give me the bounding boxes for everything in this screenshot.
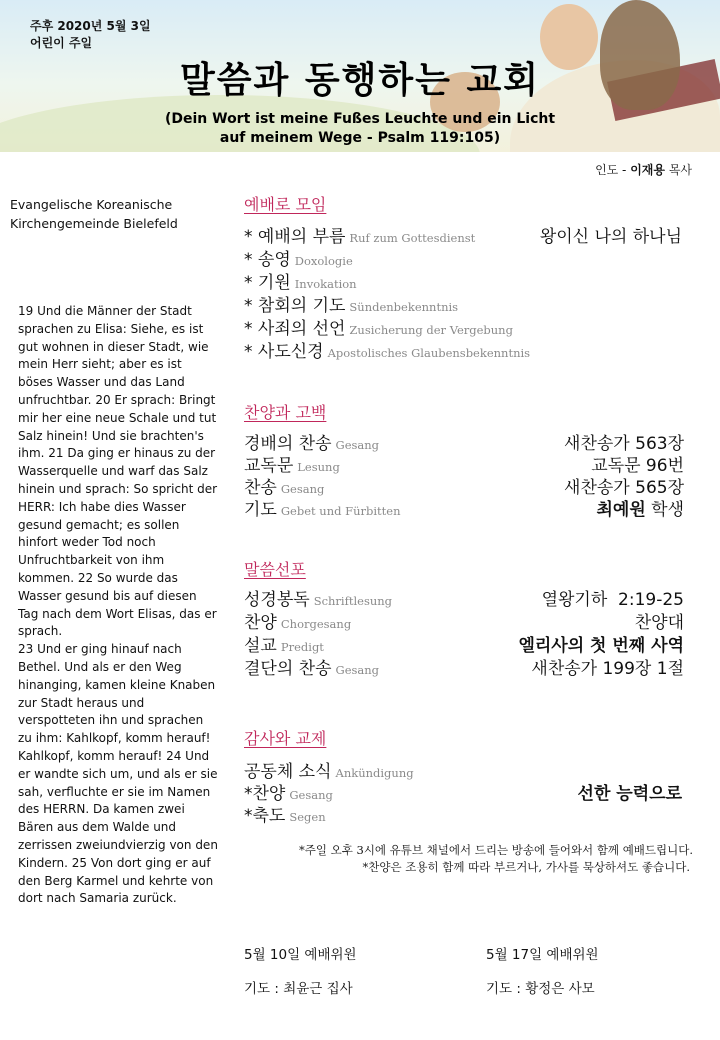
order-item bbox=[244, 291, 684, 315]
order-item bbox=[244, 757, 684, 781]
order-item bbox=[244, 585, 684, 609]
item-german: Gesang bbox=[335, 663, 380, 677]
note-line: *주일 오후 3시에 유튜브 채널에서 드리는 방송에 들어와서 함께 예배드립니다. bbox=[299, 843, 693, 857]
item-german: Schriftlesung bbox=[313, 594, 393, 608]
order-item bbox=[244, 473, 684, 497]
order-item bbox=[244, 801, 684, 825]
section-heading-praise: 찬양과 고백 bbox=[244, 403, 327, 422]
order-item bbox=[244, 245, 684, 269]
item-german: Sündenbekenntnis bbox=[349, 300, 459, 314]
item-korean: *축도 bbox=[244, 806, 286, 826]
item-korean: 공동체 소식 bbox=[244, 762, 332, 782]
week-after-prayer: 기도 : 황정은 사모 bbox=[486, 981, 595, 997]
service-date: 주후 2020년 5월 3일 bbox=[30, 19, 151, 33]
item-korean: 성경봉독 bbox=[244, 590, 310, 610]
order-item bbox=[244, 495, 684, 519]
section-heading-sermon: 말씀선포 bbox=[244, 560, 306, 579]
item-german: Predigt bbox=[280, 640, 324, 654]
order-item bbox=[244, 631, 684, 655]
item-german: Apostolisches Glaubensbekenntnis bbox=[327, 346, 531, 360]
week-after-title: 5월 17일 예배위원 bbox=[486, 947, 599, 963]
next-week-title: 5월 10일 예배위원 bbox=[244, 947, 357, 963]
prayer-leader-name: 최예원 bbox=[596, 500, 646, 520]
order-item bbox=[244, 779, 684, 803]
item-german: Invokation bbox=[294, 277, 357, 291]
item-korean: 교독문 bbox=[244, 456, 294, 476]
leader-name: 이재용 bbox=[630, 163, 665, 177]
leader-title: 목사 bbox=[665, 163, 692, 177]
item-korean: 찬양 bbox=[244, 613, 277, 633]
item-value: 교독문 96번 bbox=[591, 456, 684, 476]
sermon-title: 엘리사의 첫 번째 사역 bbox=[518, 636, 684, 656]
item-korean: 결단의 찬송 bbox=[244, 659, 332, 679]
service-notes bbox=[299, 842, 693, 876]
closing-song-title: 선한 능력으로 bbox=[577, 784, 682, 804]
item-value: 열왕기하 2:19-25 bbox=[541, 590, 684, 610]
item-value: 새찬송가 563장 bbox=[564, 434, 684, 454]
item-korean: 기도 bbox=[244, 500, 277, 520]
item-value: 왕이신 나의 하나님 bbox=[539, 227, 682, 247]
item-german: Gesang bbox=[289, 788, 333, 802]
order-item bbox=[244, 222, 684, 246]
item-german: Ruf zum Gottesdienst bbox=[349, 231, 476, 245]
item-korean: 경배의 찬송 bbox=[244, 434, 332, 454]
next-week-prayer: 기도 : 최윤근 집사 bbox=[244, 981, 353, 997]
item-value: 찬양대 bbox=[634, 613, 684, 633]
order-item bbox=[244, 451, 684, 475]
order-item bbox=[244, 337, 684, 361]
item-value bbox=[596, 495, 684, 520]
order-item bbox=[244, 314, 684, 338]
scripture-text: 19 Und die Männer der Stadt sprachen zu Elisa: Siehe, es ist gut wohnen in dieser Stadt, wie mein Herr sieht; aber es ist böses Wasser und das Land unfruchtbar. 20 Er sprach: Bringt mir her eine neue Schale und tut Salz hinein! Und sie brachten's ihm. 21 Da ging er hinaus zu der Wasserquelle und warf das Salz hinein und sprach: So spricht der HERR: Ich habe dies Wasser gesund gemacht; es sollen hinfort weder Tod noch Unfruchtbarkeit von ihm kommen. 22 So wurde das Wasser gesund bis auf diesen Tag nach dem Wort Elisas, das er sprach. 23 Und er ging hinauf nach Bethel. Und als er den Weg hinanging, kamen kleine Knaben zur Stadt heraus und verspotteten ihn und sprachen zu ihm: Kahlkopf, komm herauf! Kahlkopf, komm herauf! 24 Und er wandte sich um, und als er sie sah, verfluchte er sie im Namen des HERRN. Da kamen zwei Bären aus dem Walde und zerrissen zweiundvierzig von den Kindern. 25 Von dort ging er auf den Berg Karmel und kehrte von dort nach Samaria zurück. bbox=[18, 304, 218, 906]
item-korean: * 사도신경 bbox=[244, 342, 324, 362]
item-korean: 찬송 bbox=[244, 478, 277, 498]
item-german: Gebet und Fürbitten bbox=[280, 504, 401, 518]
item-korean: * 예배의 부름 bbox=[244, 227, 346, 247]
item-german: Ankündigung bbox=[335, 766, 414, 780]
item-korean: 설교 bbox=[244, 636, 277, 656]
leader-role: 인도 - bbox=[595, 163, 631, 177]
item-german: Zusicherung der Vergebung bbox=[349, 323, 513, 337]
item-german: Lesung bbox=[297, 460, 340, 474]
item-german: Gesang bbox=[280, 482, 325, 496]
item-korean: * 송영 bbox=[244, 250, 291, 270]
page-title: 말씀과 동행하는 교회 bbox=[179, 59, 541, 101]
item-korean: *찬양 bbox=[244, 784, 286, 804]
item-korean: * 참회의 기도 bbox=[244, 296, 346, 316]
section-heading-fellowship: 감사와 교제 bbox=[244, 729, 327, 748]
item-korean: * 사죄의 선언 bbox=[244, 319, 346, 339]
prayer-leader-title: 학생 bbox=[645, 500, 684, 520]
item-german: Chorgesang bbox=[280, 617, 352, 631]
page-subtitle: (Dein Wort ist meine Fußes Leuchte und ein Licht auf meinem Wege - Psalm 119:105) bbox=[164, 111, 556, 146]
worship-leader bbox=[595, 161, 692, 178]
order-item bbox=[244, 608, 684, 632]
church-name: Evangelische Koreanische Kirchengemeinde Bielefeld bbox=[10, 197, 178, 231]
section-heading-gathering: 예배로 모임 bbox=[244, 195, 327, 214]
note-line: *찬양은 조용히 함께 따라 부르거나, 가사를 묵상하셔도 좋습니다. bbox=[362, 860, 690, 874]
order-item bbox=[244, 268, 684, 292]
sunday-name: 어린이 주일 bbox=[30, 36, 93, 50]
item-german: Gesang bbox=[335, 438, 380, 452]
order-item bbox=[244, 654, 684, 678]
item-value: 새찬송가 199장 1절 bbox=[531, 659, 684, 679]
item-german: Segen bbox=[289, 810, 326, 824]
item-german: Doxologie bbox=[294, 254, 353, 268]
item-value: 새찬송가 565장 bbox=[564, 478, 684, 498]
order-item bbox=[244, 429, 684, 453]
item-korean: * 기원 bbox=[244, 273, 291, 293]
